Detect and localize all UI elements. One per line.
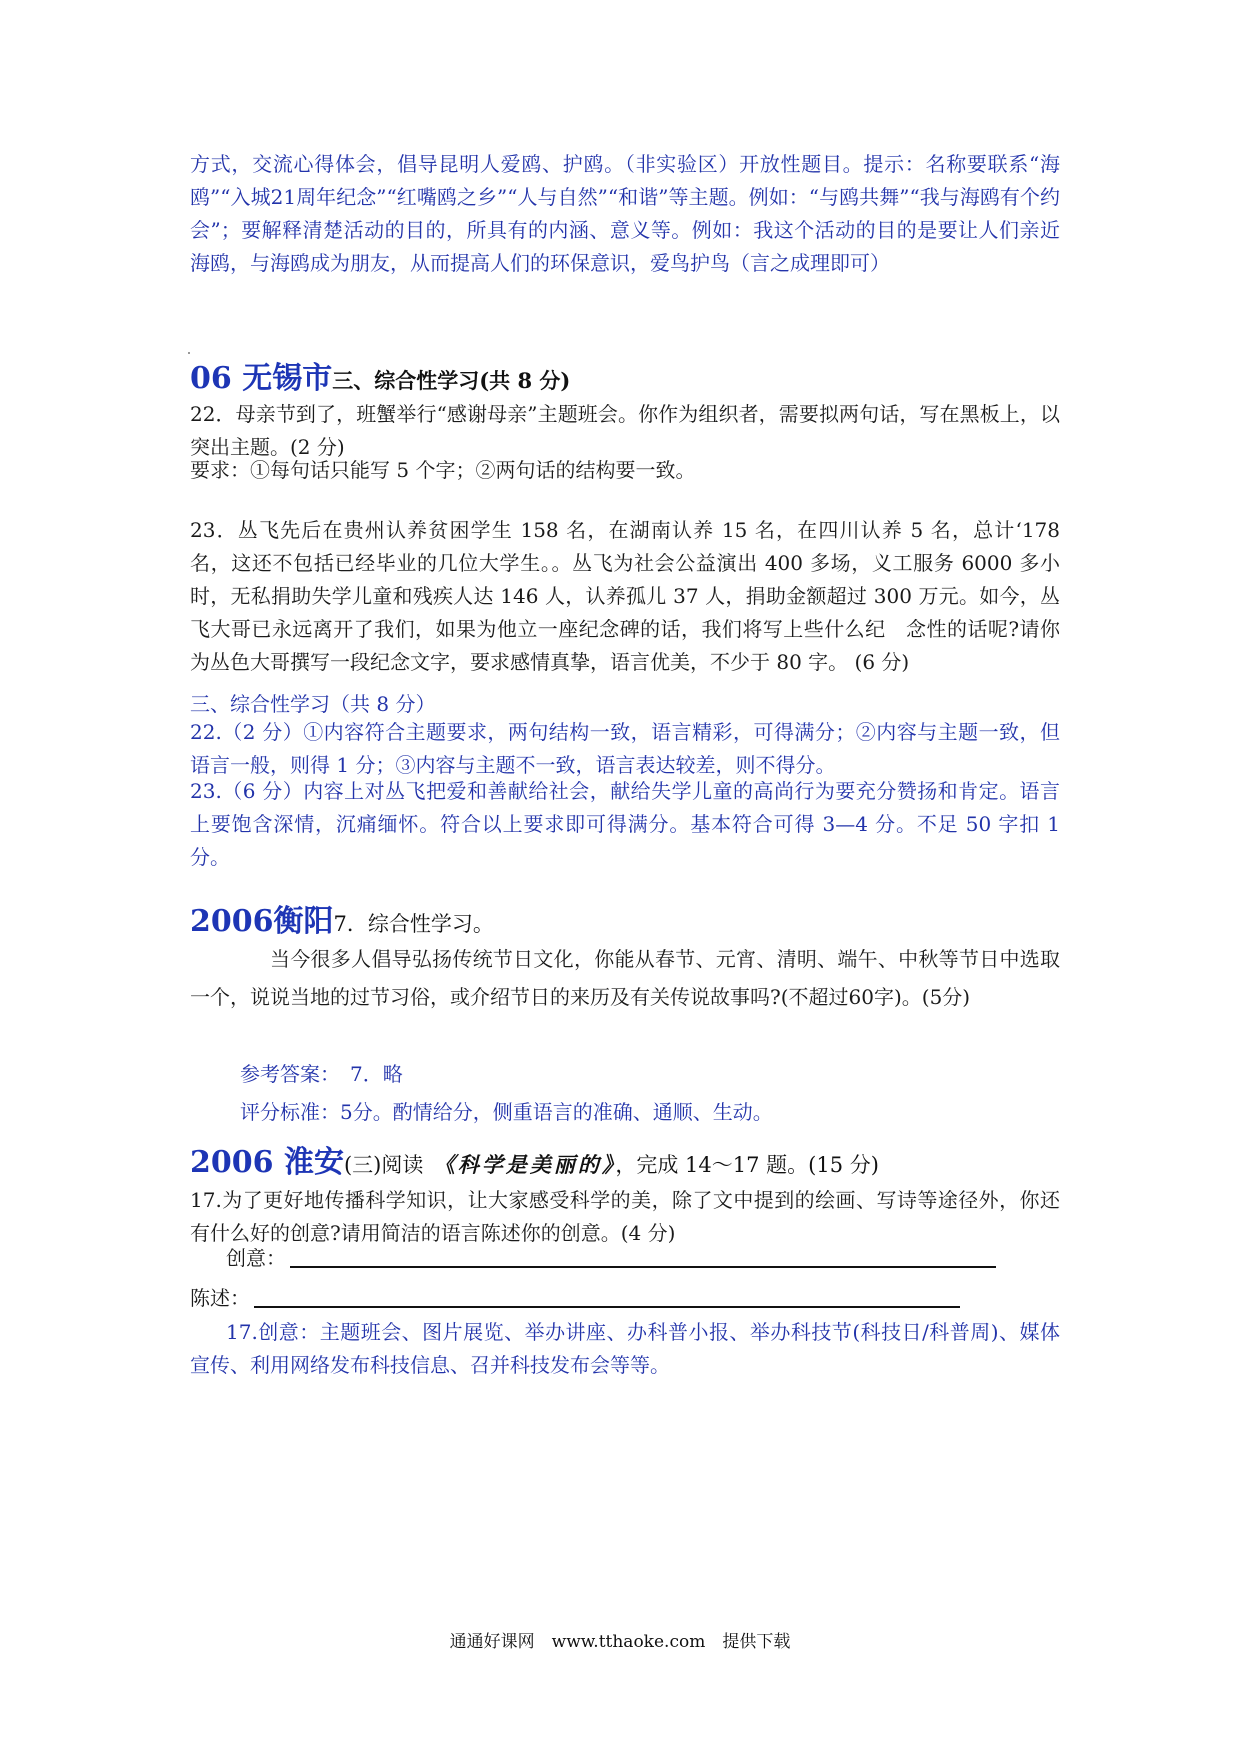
huaian-pre-label: (三)阅读	[343, 1153, 445, 1177]
hengyang-criteria: 评分标准：5分。酌情给分，侧重语言的准确、通顺、生动。	[240, 1100, 773, 1124]
statement-answer-line[interactable]	[254, 1306, 960, 1308]
wuxi-heading	[190, 353, 570, 397]
wuxi-question-23: 23．丛飞先后在贵州认养贫困学生 158 名，在湖南认养 15 名，在四川认养 5 名，总计‘178 名，这还不包括已经毕业的几位大学生。。丛飞为社会公益演出 400 多场，义工服务 6000 多小时，无私捐助失学儿童和残疾人达 146 人，认养孤儿 37 人，捐助金额超过 300 万元。如今，丛飞大哥已永远离开了我们，如果为他立一座纪念碑的话，我们将写上些什么纪 念性的话呢?请你为丛色大哥撰写一段纪念文字，要求感情真挚，语言优美，不少于 80 字。 (6 分)	[190, 518, 1060, 674]
hengyang-question: 当今很多人倡导弘扬传统节日文化，你能从春节、元宵、清明、端午、中秋等节日中选取一个，说说当地的过节习俗，或介绍节日的来历及有关传说故事吗?(不超过60字)。(5分)	[190, 947, 1060, 1009]
wuxi-question-22: 22．母亲节到了，班蟹举行“感谢母亲”主题班会。你作为组织者，需要拟两句话，写在黑板上，以突出主题。(2 分)	[190, 402, 1060, 459]
hengyang-city-label: 2006衡阳	[190, 904, 334, 939]
huaian-answer-17: 17.创意：主题班会、图片展览、举办讲座、办科普小报、举办科技节(科技日/科普周)、媒体宣传、利用网络发布科技信息、召并科技发布会等等。	[190, 1320, 1060, 1377]
wuxi-answer-title: 三、综合性学习（共 8 分）	[190, 692, 436, 716]
hengyang-heading	[190, 896, 494, 940]
huaian-post-label: ，完成 14～17 题。(15 分)	[615, 1153, 879, 1177]
wuxi-answer-23: 23.（6 分）内容上对丛飞把爱和善献给社会，献给失学儿童的高尚行为要充分赞扬和肯定。语言上要饱含深情，沉痛缅怀。符合以上要求即可得满分。基本符合可得 3—4 分。不足 50 字扣 1 分。	[190, 779, 1060, 869]
hengyang-section-label: 7．综合性学习。	[333, 912, 494, 936]
wuxi-section-label: 三、综合性学习(共 8 分)	[332, 368, 571, 393]
huaian-question-17: 17.为了更好地传播科学知识，让大家感受科学的美，除了文中提到的绘画、写诗等途径外，你还有什么好的创意?请用简洁的语言陈述你的创意。(4 分)	[190, 1188, 1060, 1245]
wuxi-city-label: 06 无锡市	[190, 361, 333, 396]
wuxi-question-22-requirement: 要求：①每句话只能写 5 个字；②两句话的结构要一致。	[190, 458, 696, 482]
huaian-heading	[190, 1137, 879, 1181]
idea-answer-line[interactable]	[290, 1266, 996, 1268]
kunming-answer-paragraph: 方式，交流心得体会，倡导昆明人爱鸥、护鸥。（非实验区）开放性题目。提示：名称要联系“海鸥”“入城21周年纪念”“红嘴鸥之乡”“人与自然”“和谐”等主题。例如：“与鸥共舞”“我与海鸥有个约会”；要解释清楚活动的目的，所具有的内涵、意义等。例如：我这个活动的目的是要让人们亲近海鸥，与海鸥成为朋友，从而提高人们的环保意识，爱鸟护鸟（言之成理即可）	[190, 152, 1060, 275]
huaian-article-title: 《科学是美丽的》	[444, 1152, 616, 1177]
wuxi-answer-22: 22.（2 分）①内容符合主题要求，两句结构一致，语言精彩，可得满分；②内容与主题一致，但语言一般，则得 1 分；③内容与主题不一致，语言表达较差，则不得分。	[190, 720, 1060, 777]
huaian-city-label: 2006 淮安	[190, 1145, 344, 1180]
statement-label: 陈述：	[190, 1286, 250, 1310]
page-footer: 通通好课网 www.tthaoke.com 提供下载	[449, 1632, 791, 1652]
idea-label: 创意：	[226, 1246, 286, 1270]
hengyang-answer: 参考答案： 7．略	[240, 1062, 403, 1086]
